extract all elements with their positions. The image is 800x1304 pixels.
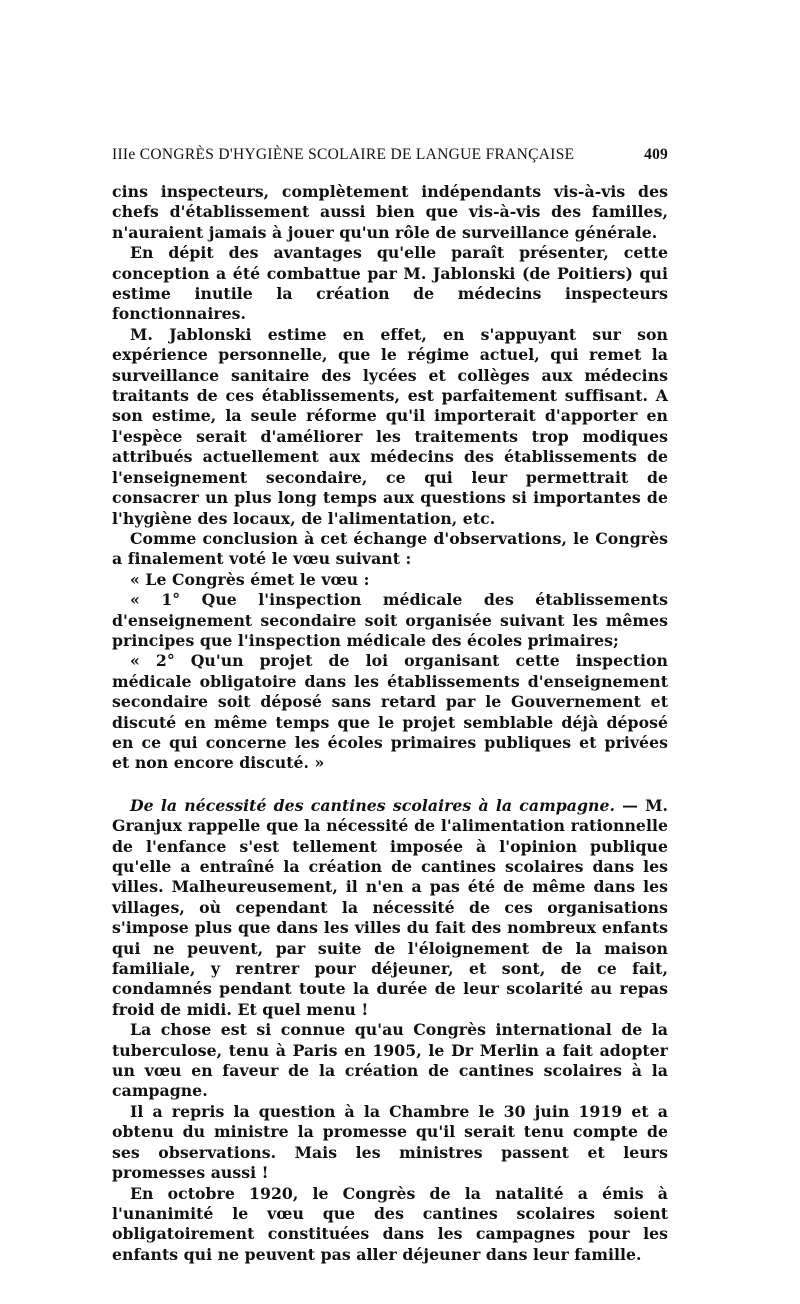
running-header bbox=[112, 146, 668, 164]
section-lead-in: — M. Granjux rappelle que la nécessité de l'alimentation rationnelle de l'enfance s'est tellement imposée à l'opinion publique qu'elle a entraîné la création de cantines scolaires dans les villes. Malheureusement, il n'en a pas été de même dans les villages, où cependant la nécessité de ces organisations s'impose plus que dans les villes du fait des nombreux enfants qui ne peuvent, par suite de l'éloignement de la maison familiale, y rentrer pour déjeuner, et sont, de ce fait, condamnés pendant toute la durée de leur scolarité au repas froid de midi. Et quel menu ! bbox=[112, 795, 669, 1019]
paragraph-cantines-intro bbox=[112, 796, 668, 1020]
paragraph-jablonski-opposition: En dépit des avantages qu'elle paraît présenter, cette conception a été combattue par M. Jablonski (de Poitiers) qui estime inutile la création de médecins inspecteurs fonctionnaires. bbox=[112, 243, 668, 324]
paragraph-jablonski-opinion: M. Jablonski estime en effet, en s'appuyant sur son expérience personnelle, que le régime actuel, qui remet la surveillance sanitaire des lycées et collèges aux médecins traitants de ces établissements, est parfaitement suffisant. A son estime, la seule réforme qu'il importerait d'apporter en l'espèce serait d'améliorer les traitements trop modiques attribués actuellement aux médecins des établissements de l'enseignement secondaire, ce qui leur permettrait de consacrer un plus long temps aux questions si importantes de l'hygiène des locaux, de l'alimentation, etc. bbox=[112, 324, 668, 528]
paragraph-voeu-intro: « Le Congrès émet le vœu : bbox=[130, 569, 370, 589]
paragraph-voeu-1: « 1° Que l'inspection médicale des établissements d'enseignement secondaire soit organisée suivant les mêmes principes que l'inspection médicale des écoles primaires; bbox=[112, 590, 668, 650]
book-page bbox=[112, 146, 668, 1265]
paragraph-congres-tuberculose: La chose est si connue qu'au Congrès international de la tuberculose, tenu à Paris en 1905, le Dr Merlin a fait adopter un vœu en faveur de la création de cantines scolaires à la campagne. bbox=[112, 1020, 668, 1101]
paragraph-conclusion: Comme conclusion à cet échange d'observations, le Congrès a finalement voté le vœu suivant : bbox=[112, 528, 668, 569]
section-heading: De la nécessité des cantines scolaires à la campagne. bbox=[130, 795, 615, 815]
paragraph-chambre: Il a repris la question à la Chambre le 30 juin 1919 et a obtenu du ministre la promesse qu'il serait tenu compte de ses observations. Mais les ministres passent et leurs promesses aussi ! bbox=[112, 1101, 668, 1183]
paragraph-continuation: cins inspecteurs, complètement indépendants vis-à-vis des chefs d'établissement aussi bien que vis-à-vis des familles, n'auraient jamais à jouer qu'un rôle de surveillance générale. bbox=[112, 182, 668, 242]
section-spacer bbox=[112, 774, 668, 796]
paragraph-voeu-2: « 2° Qu'un projet de loi organisant cette inspection médicale obligatoire dans les établissements d'enseignement secondaire soit déposé sans retard par le Gouvernement et discuté en même temps que le projet semblable déjà déposé en ce qui concerne les écoles primaires publiques et privées et non encore discuté. » bbox=[112, 651, 668, 773]
paragraph-natalite: En octobre 1920, le Congrès de la natalité a émis à l'unanimité le vœu que des cantines scolaires soient obligatoirement constituées dans les campagnes pour les enfants qui ne peuvent pas aller déjeuner dans leur famille. bbox=[112, 1183, 668, 1264]
page-number: 409 bbox=[644, 146, 668, 163]
running-header-title: IIIe CONGRÈS D'HYGIÈNE SCOLAIRE DE LANGUE FRANÇAISE bbox=[112, 146, 575, 163]
